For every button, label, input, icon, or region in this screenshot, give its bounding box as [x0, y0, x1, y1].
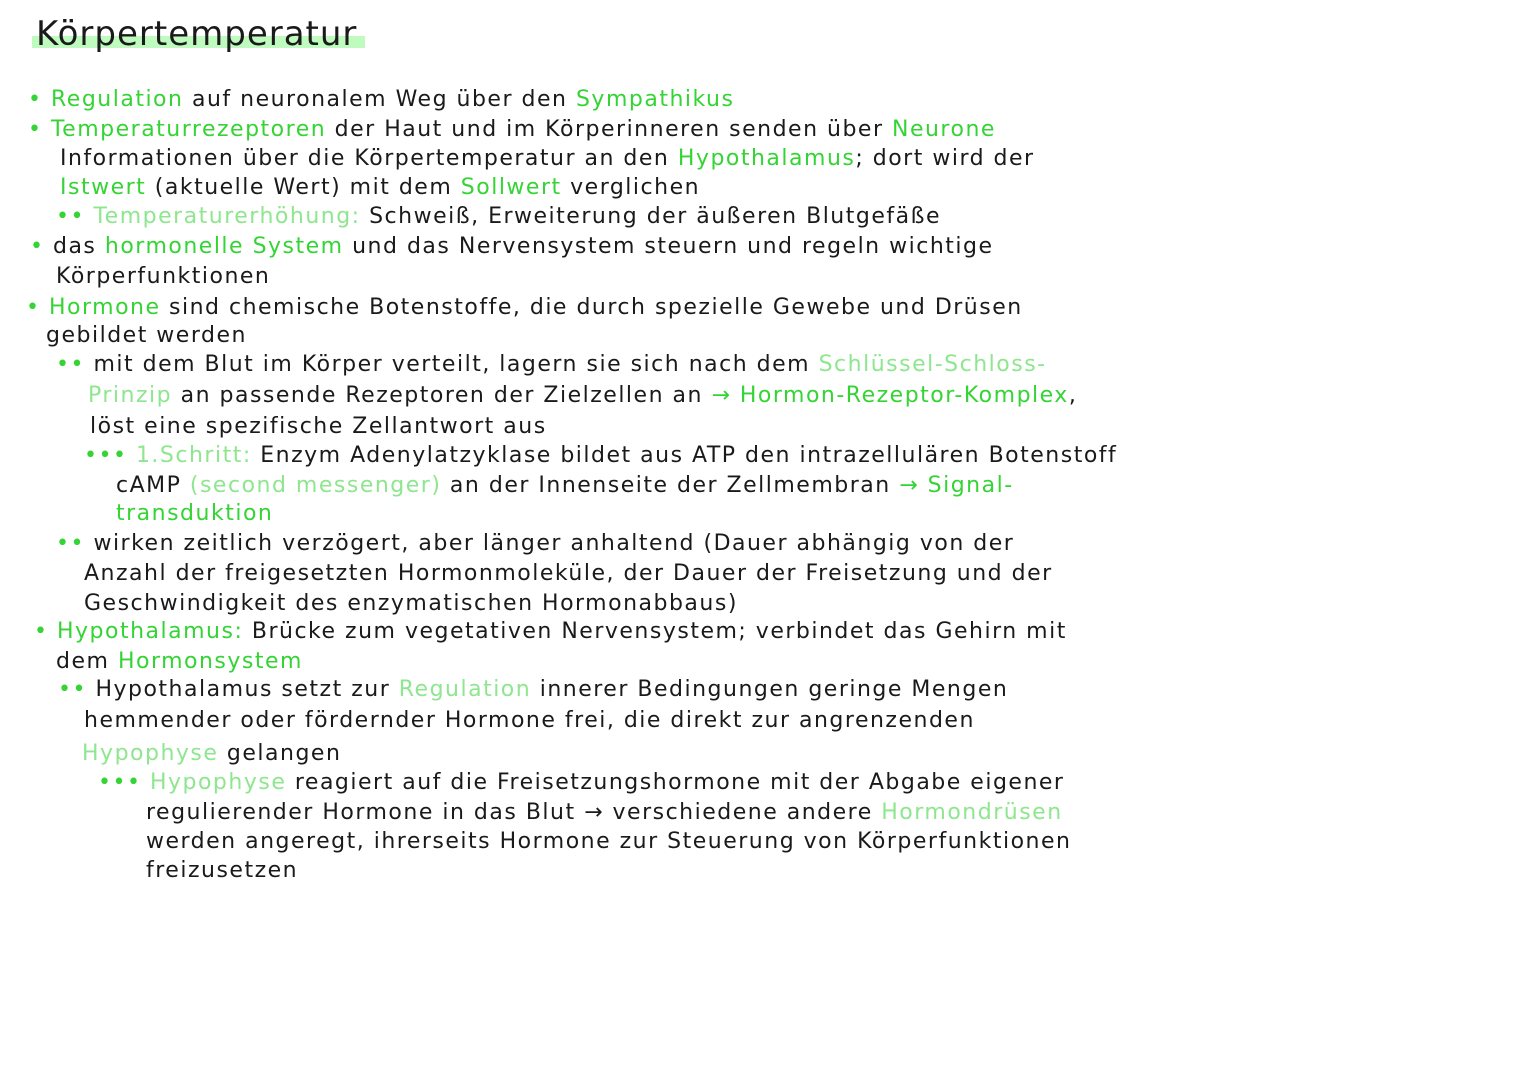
line-segment — [127, 443, 136, 468]
line-segment — [42, 87, 51, 112]
line-segment: , — [1068, 383, 1078, 408]
note-line — [58, 676, 1008, 704]
title-wrap — [36, 14, 357, 54]
note-line — [60, 145, 1035, 173]
line-segment: reagiert auf die Freisetzungshormone mit der Abgabe eigener — [286, 770, 1065, 795]
line-segment: gebildet werden — [46, 323, 247, 348]
line-segment: Hormonsystem — [117, 649, 303, 674]
line-segment: 1.Schritt: — [135, 443, 252, 468]
note-line — [82, 740, 341, 768]
line-segment: Informationen über die Körpertemperatur an den — [60, 146, 678, 171]
title-text: Körpertemperatur — [36, 14, 358, 54]
note-line — [28, 86, 734, 114]
line-segment: (aktuelle Wert) mit dem — [146, 175, 461, 200]
note-line — [56, 203, 941, 231]
line-segment: regulierender Hormone in das Blut → verschiedene andere — [146, 800, 882, 825]
line-segment: innerer Bedingungen geringe Mengen — [531, 677, 1009, 702]
line-segment: transduktion — [116, 501, 274, 526]
line-segment: → Signal- — [899, 473, 1014, 498]
line-segment: Hormondrüsen — [881, 800, 1063, 825]
line-segment: mit dem Blut im Körper verteilt, lagern sie sich nach dem — [84, 352, 819, 377]
bullet-glyph: • — [28, 117, 43, 142]
line-segment: Sympathikus — [575, 87, 735, 112]
bullet-glyph: • — [26, 295, 41, 320]
line-segment: an passende Rezeptoren der Zielzellen an — [172, 383, 712, 408]
line-segment: verglichen — [561, 175, 701, 200]
note-line — [34, 618, 1067, 646]
line-segment — [40, 295, 49, 320]
bullet-glyph: •• — [56, 531, 85, 556]
note-line — [90, 413, 547, 441]
note-line — [26, 294, 1023, 322]
line-segment: Schweiß, Erweiterung der äußeren Blutgefäße — [360, 204, 941, 229]
note-line — [146, 828, 1071, 856]
line-segment: Schlüssel-Schloss- — [818, 352, 1047, 377]
line-segment: ; dort wird der — [855, 146, 1035, 171]
line-segment — [141, 770, 150, 795]
line-segment: wirken zeitlich verzögert, aber länger anhaltend (Dauer abhängig von der — [84, 531, 1015, 556]
line-segment: hemmender oder fördernder Hormone frei, die direkt zur angrenzenden — [84, 708, 975, 733]
line-segment: Hypophyse — [82, 741, 219, 766]
page-title — [36, 14, 357, 54]
line-segment: Hormone — [48, 295, 161, 320]
bullet-glyph: •• — [56, 352, 85, 377]
line-segment: der Haut und im Körperinneren senden über — [326, 117, 892, 142]
line-segment: Neurone — [892, 117, 996, 142]
line-segment: und das Nervensystem steuern und regeln wichtige — [343, 234, 994, 259]
bullet-glyph: •• — [56, 204, 85, 229]
line-segment: Brücke zum vegetativen Nervensystem; verbindet das Gehirn mit — [243, 619, 1067, 644]
line-segment: Geschwindigkeit des enzymatischen Hormonabbaus) — [84, 591, 738, 616]
note-line — [30, 233, 994, 261]
note-line — [56, 351, 1047, 379]
note-line — [56, 648, 303, 676]
line-segment: dem — [56, 649, 118, 674]
line-segment: cAMP — [116, 473, 190, 498]
line-segment — [48, 619, 57, 644]
note-line — [146, 799, 1063, 827]
line-segment: Hypophyse — [149, 770, 287, 795]
note-line — [84, 707, 975, 735]
line-segment: löst eine spezifische Zellantwort aus — [90, 414, 547, 439]
bullet-glyph: • — [28, 87, 43, 112]
line-segment: Temperaturerhöhung: — [93, 204, 361, 229]
line-segment: gelangen — [218, 741, 342, 766]
note-line — [84, 560, 1053, 588]
note-line — [60, 174, 700, 202]
line-segment — [42, 117, 51, 142]
note-line — [28, 116, 996, 144]
line-segment: Hypothalamus: — [56, 619, 244, 644]
bullet-glyph: •• — [58, 677, 87, 702]
note-line — [56, 263, 270, 291]
line-segment: werden angeregt, ihrerseits Hormone zur Steuerung von Körperfunktionen — [146, 829, 1072, 854]
line-segment: Hypothalamus setzt zur — [86, 677, 399, 702]
line-segment: (second messenger) — [189, 473, 442, 498]
line-segment: Enzym Adenylatzyklase bildet aus ATP den intrazellulären Botenstoff — [251, 443, 1118, 468]
bullet-glyph: ••• — [98, 770, 142, 795]
note-line — [88, 382, 1077, 410]
line-segment: das — [44, 234, 105, 259]
line-segment: Hypothalamus — [677, 146, 856, 171]
line-segment: hormonelle System — [104, 234, 344, 259]
note-line — [56, 530, 1014, 558]
line-segment: Istwert — [60, 175, 147, 200]
note-line — [84, 590, 738, 618]
line-segment: Regulation — [50, 87, 184, 112]
line-segment: sind chemische Botenstoffe, die durch spezielle Gewebe und Drüsen — [160, 295, 1023, 320]
line-segment: auf neuronalem Weg über den — [183, 87, 576, 112]
line-segment: freizusetzen — [146, 858, 299, 883]
line-segment: an der Innenseite der Zellmembran — [441, 473, 900, 498]
line-segment: Körperfunktionen — [56, 264, 271, 289]
note-line — [84, 442, 1117, 470]
note-line — [46, 322, 247, 350]
note-line — [98, 769, 1064, 797]
bullet-glyph: • — [34, 619, 49, 644]
line-segment: Regulation — [398, 677, 532, 702]
note-line — [116, 472, 1014, 500]
bullet-glyph: • — [30, 234, 45, 259]
line-segment: Temperaturrezeptoren — [50, 117, 327, 142]
line-segment: Anzahl der freigesetzten Hormonmoleküle, der Dauer der Freisetzung und der — [84, 561, 1053, 586]
note-line — [146, 857, 298, 885]
line-segment: Prinzip — [88, 383, 173, 408]
note-line — [116, 500, 273, 528]
line-segment: Sollwert — [460, 175, 562, 200]
bullet-glyph: ••• — [84, 443, 128, 468]
line-segment: → Hormon-Rezeptor-Komplex — [711, 383, 1069, 408]
